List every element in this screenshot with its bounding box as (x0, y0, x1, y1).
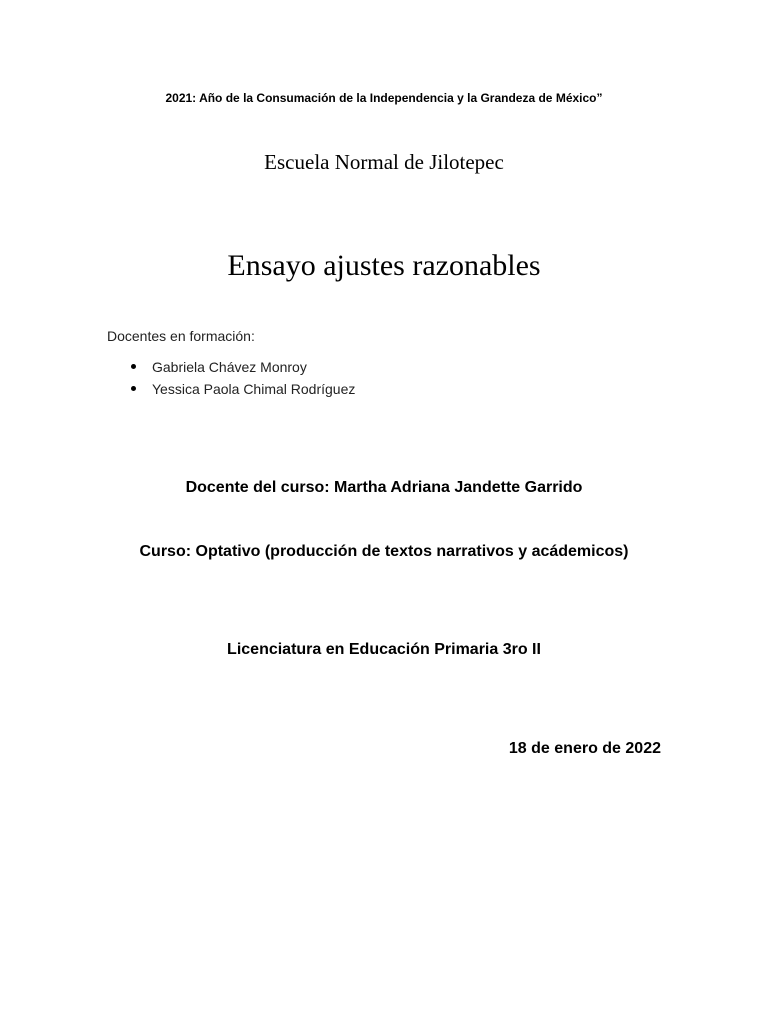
course-name: Curso: Optativo (producción de textos narrativos y acádemicos) (139, 543, 629, 560)
student-name: Gabriela Chávez Monroy (152, 359, 307, 375)
student-name: Yessica Paola Chimal Rodríguez (152, 381, 356, 397)
school-name: Escuela Normal de Jilotepec (264, 150, 504, 174)
bullet-icon (131, 364, 136, 369)
motto-header: 2021: Año de la Consumación de la Independencia y la Grandeza de México” (165, 91, 603, 105)
degree-program: Licenciatura en Educación Primaria 3ro II (227, 641, 541, 658)
course-teacher: Docente del curso: Martha Adriana Jandette Garrido (185, 479, 583, 496)
document-date: 18 de enero de 2022 (508, 740, 661, 757)
bullet-icon (131, 386, 136, 391)
list-item (128, 379, 355, 401)
students-label: Docentes en formación: (107, 328, 255, 344)
document-title: Ensayo ajustes razonables (227, 249, 541, 282)
students-list (128, 357, 355, 401)
list-item (128, 357, 355, 379)
